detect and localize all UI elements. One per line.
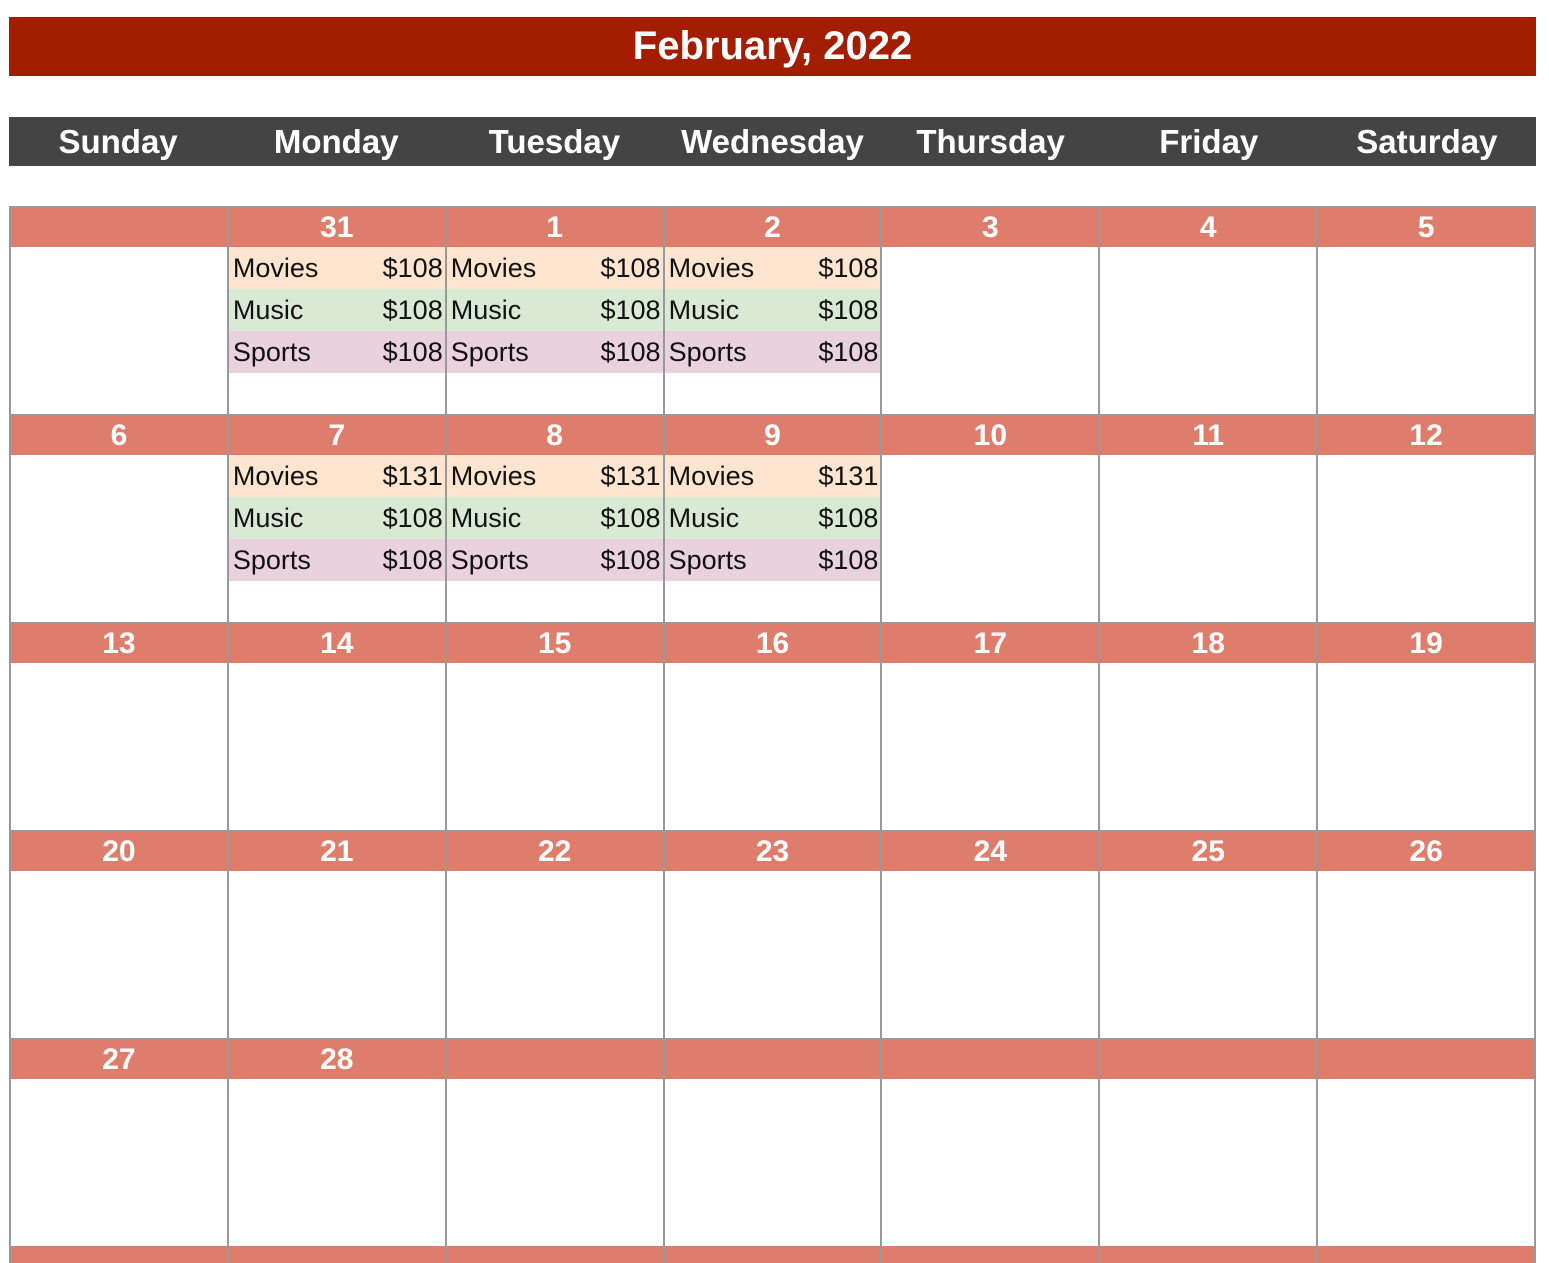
entry-label: Music — [668, 294, 740, 325]
budget-entry — [447, 331, 663, 373]
day-number: 1 — [447, 208, 663, 247]
day-cell[interactable] — [663, 1038, 881, 1246]
budget-entry — [665, 455, 881, 497]
entry-amount: $108 — [600, 544, 661, 575]
day-number: 23 — [665, 832, 881, 871]
entry-label: Movies — [668, 460, 755, 491]
entry-label: Sports — [668, 336, 747, 367]
day-cell[interactable] — [663, 206, 881, 414]
weekday-sunday: Sunday — [58, 122, 178, 160]
entry-label: Movies — [232, 460, 319, 491]
day-number: 2 — [665, 208, 881, 247]
entry-amount: $131 — [818, 460, 879, 491]
day-cell[interactable] — [227, 830, 445, 1038]
entry-amount: $108 — [600, 252, 661, 283]
budget-entry — [447, 247, 663, 289]
entry-amount: $131 — [600, 460, 661, 491]
budget-entry — [229, 247, 445, 289]
day-number: 4 — [1100, 208, 1316, 247]
day-number: 18 — [1100, 624, 1316, 663]
day-number: 14 — [229, 624, 445, 663]
entry-amount: $108 — [600, 294, 661, 325]
day-number — [665, 1040, 881, 1079]
day-number — [1100, 1040, 1316, 1079]
budget-entry — [447, 539, 663, 581]
next-week-cell — [445, 1246, 663, 1263]
entry-label: Movies — [450, 460, 537, 491]
entry-label: Sports — [232, 336, 311, 367]
day-number: 21 — [229, 832, 445, 871]
entry-amount: $108 — [382, 294, 443, 325]
budget-entry — [665, 497, 881, 539]
entry-label: Music — [668, 502, 740, 533]
day-cell[interactable] — [445, 206, 663, 414]
entry-label: Movies — [668, 252, 755, 283]
day-number: 28 — [229, 1040, 445, 1079]
entry-amount: $108 — [818, 502, 879, 533]
day-cell[interactable] — [9, 1038, 227, 1246]
day-number: 13 — [11, 624, 227, 663]
entry-amount: $131 — [382, 460, 443, 491]
day-cell[interactable] — [880, 622, 1098, 830]
day-number: 31 — [229, 208, 445, 247]
day-number: 8 — [447, 416, 663, 455]
day-cell[interactable] — [880, 1038, 1098, 1246]
day-number: 6 — [11, 416, 227, 455]
day-cell[interactable] — [9, 622, 227, 830]
weekday-monday: Monday — [273, 122, 399, 160]
day-number — [447, 1040, 663, 1079]
week-row — [9, 414, 1536, 622]
next-week-cell — [1098, 1246, 1316, 1263]
day-number: 16 — [665, 624, 881, 663]
day-cell[interactable] — [1098, 830, 1316, 1038]
day-cell[interactable] — [445, 1038, 663, 1246]
budget-entry — [229, 497, 445, 539]
week-row — [9, 830, 1536, 1038]
weekday-thursday: Thursday — [916, 122, 1065, 160]
entry-amount: $108 — [382, 502, 443, 533]
entry-amount: $108 — [600, 502, 661, 533]
day-number: 25 — [1100, 832, 1316, 871]
calendar-title: February, 2022 — [9, 17, 1536, 76]
entry-label: Sports — [232, 544, 311, 575]
weekday-header-row — [9, 117, 1536, 166]
day-number: 15 — [447, 624, 663, 663]
day-number: 27 — [11, 1040, 227, 1079]
day-cell[interactable] — [445, 414, 663, 622]
day-number: 9 — [665, 416, 881, 455]
budget-entry — [665, 247, 881, 289]
entry-amount: $108 — [382, 544, 443, 575]
weekday-tuesday: Tuesday — [488, 122, 621, 160]
budget-entry — [229, 539, 445, 581]
day-number: 7 — [229, 416, 445, 455]
day-cell[interactable] — [9, 206, 227, 414]
day-number: 20 — [11, 832, 227, 871]
day-cell[interactable] — [227, 1038, 445, 1246]
day-number: 5 — [1318, 208, 1534, 247]
entry-amount: $108 — [818, 336, 879, 367]
entry-amount: $108 — [600, 336, 661, 367]
day-cell[interactable] — [445, 622, 663, 830]
weekday-saturday: Saturday — [1356, 122, 1498, 160]
week-row — [9, 622, 1536, 830]
entry-amount: $108 — [818, 252, 879, 283]
next-week-cell — [663, 1246, 881, 1263]
day-cell[interactable] — [1098, 206, 1316, 414]
entry-amount: $108 — [382, 336, 443, 367]
day-cell[interactable] — [1316, 206, 1536, 414]
day-cell[interactable] — [1098, 1038, 1316, 1246]
day-cell[interactable] — [1098, 622, 1316, 830]
day-number — [1318, 1040, 1534, 1079]
day-number: 26 — [1318, 832, 1534, 871]
day-cell[interactable] — [227, 622, 445, 830]
budget-entry — [229, 455, 445, 497]
budget-entry — [447, 497, 663, 539]
day-cell[interactable] — [1316, 414, 1536, 622]
day-cell[interactable] — [1098, 414, 1316, 622]
next-week-cell — [880, 1246, 1098, 1263]
day-number — [11, 208, 227, 247]
day-cell[interactable] — [9, 830, 227, 1038]
entry-label: Music — [232, 502, 304, 533]
week-row — [9, 206, 1536, 414]
day-number — [882, 1040, 1098, 1079]
day-cell[interactable] — [663, 414, 881, 622]
day-number: 22 — [447, 832, 663, 871]
day-number: 10 — [882, 416, 1098, 455]
day-cell[interactable] — [1316, 1038, 1536, 1246]
entry-label: Music — [232, 294, 304, 325]
calendar-grid — [9, 206, 1536, 1246]
entry-label: Movies — [232, 252, 319, 283]
day-cell[interactable] — [9, 414, 227, 622]
day-number: 19 — [1318, 624, 1534, 663]
budget-entry — [229, 289, 445, 331]
weekday-friday: Friday — [1159, 122, 1259, 160]
day-cell[interactable] — [663, 830, 881, 1038]
day-cell[interactable] — [227, 206, 445, 414]
entry-label: Sports — [450, 336, 529, 367]
entry-amount: $108 — [382, 252, 443, 283]
budget-entry — [665, 331, 881, 373]
day-cell[interactable] — [880, 830, 1098, 1038]
entry-amount: $108 — [818, 294, 879, 325]
entry-label: Music — [450, 502, 522, 533]
budget-entry — [665, 289, 881, 331]
next-week-header-strip — [9, 1246, 1536, 1263]
day-number: 12 — [1318, 416, 1534, 455]
next-week-cell — [9, 1246, 227, 1263]
week-row — [9, 1038, 1536, 1246]
day-cell[interactable] — [880, 414, 1098, 622]
day-cell[interactable] — [1316, 622, 1536, 830]
budget-entry — [229, 331, 445, 373]
entry-label: Sports — [668, 544, 747, 575]
day-number: 24 — [882, 832, 1098, 871]
day-cell[interactable] — [880, 206, 1098, 414]
next-week-cell — [1316, 1246, 1536, 1263]
day-cell[interactable] — [1316, 830, 1536, 1038]
entry-label: Movies — [450, 252, 537, 283]
budget-entry — [665, 539, 881, 581]
day-number: 3 — [882, 208, 1098, 247]
weekday-wednesday: Wednesday — [681, 122, 864, 160]
next-week-cell — [227, 1246, 445, 1263]
day-cell[interactable] — [445, 830, 663, 1038]
budget-entry — [447, 455, 663, 497]
entry-amount: $108 — [818, 544, 879, 575]
day-number: 17 — [882, 624, 1098, 663]
budget-entry — [447, 289, 663, 331]
entry-label: Music — [450, 294, 522, 325]
day-cell[interactable] — [663, 622, 881, 830]
day-number: 11 — [1100, 416, 1316, 455]
entry-label: Sports — [450, 544, 529, 575]
day-cell[interactable] — [227, 414, 445, 622]
